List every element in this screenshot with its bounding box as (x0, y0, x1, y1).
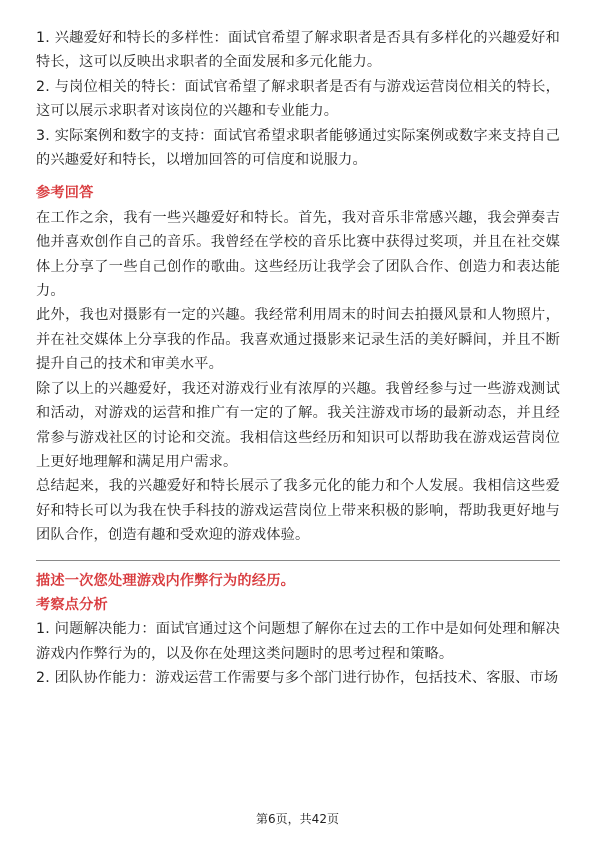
reference-answer-heading: 参考回答 (36, 185, 94, 202)
analysis-point: 2. 团队协作能力：游戏运营工作需要与多个部门进行协作，包括技术、客服、市场 (36, 670, 559, 687)
assessment-point: 3. 实际案例和数字的支持：面试官希望求职者能够通过实际案例或数字来支持自己的兴趣爱好和特长，以增加回答的可信度和说服力。 (36, 127, 560, 169)
analysis-heading: 考察点分析 (36, 596, 108, 613)
reference-paragraph: 此外，我也对摄影有一定的兴趣。我经常利用周末的时间去拍摄风景和人物照片，并在社交媒体上分享我的作品。我喜欢通过摄影来记录生活的美好瞬间，并且不断提升自己的技术和审美水平。 (36, 307, 560, 373)
page-number: 第6页，共42页 (256, 812, 339, 826)
reference-paragraph: 总结起来，我的兴趣爱好和特长展示了我多元化的能力和个人发展。我相信这些爱好和特长可以为我在快手科技的游戏运营岗位上带来积极的影响，帮助我更好地与团队合作，创造有趣和受欢迎的游戏体验。 (36, 478, 560, 544)
assessment-points-list (36, 26, 560, 172)
assessment-point: 2. 与岗位相关的特长：面试官希望了解求职者是否有与游戏运营岗位相关的特长，这可以展示求职者对该岗位的兴趣和专业能力。 (36, 78, 560, 120)
reference-paragraph: 在工作之余，我有一些兴趣爱好和特长。首先，我对音乐非常感兴趣，我会弹奏吉他并喜欢创作自己的音乐。我曾经在学校的音乐比赛中获得过奖项，并且在社交媒体上分享了一些自己创作的歌曲。这些经历让我学会了团队合作、创造力和表达能力。 (36, 209, 560, 300)
reference-paragraph: 除了以上的兴趣爱好，我还对游戏行业有浓厚的兴趣。我曾经参与过一些游戏测试和活动，对游戏的运营和推广有一定的了解。我关注游戏市场的最新动态，并且经常参与游戏社区的讨论和交流。我相信这些经历和知识可以帮助我在游戏运营岗位上更好地理解和满足用户需求。 (36, 380, 560, 470)
section-divider (36, 560, 560, 561)
reference-answer-body (36, 206, 560, 548)
analysis-point: 1. 问题解决能力：面试官通过这个问题想了解你在过去的工作中是如何处理和解决游戏内作弊行为的，以及你在处理这类问题时的思考过程和策略。 (36, 621, 560, 662)
page-content (36, 26, 560, 691)
assessment-point: 1. 兴趣爱好和特长的多样性：面试官希望了解求职者是否具有多样化的兴趣爱好和特长，这可以反映出求职者的全面发展和多元化能力。 (36, 30, 560, 71)
question-title: 描述一次您处理游戏内作弊行为的经历。 (36, 572, 295, 589)
analysis-points-list (36, 617, 560, 690)
